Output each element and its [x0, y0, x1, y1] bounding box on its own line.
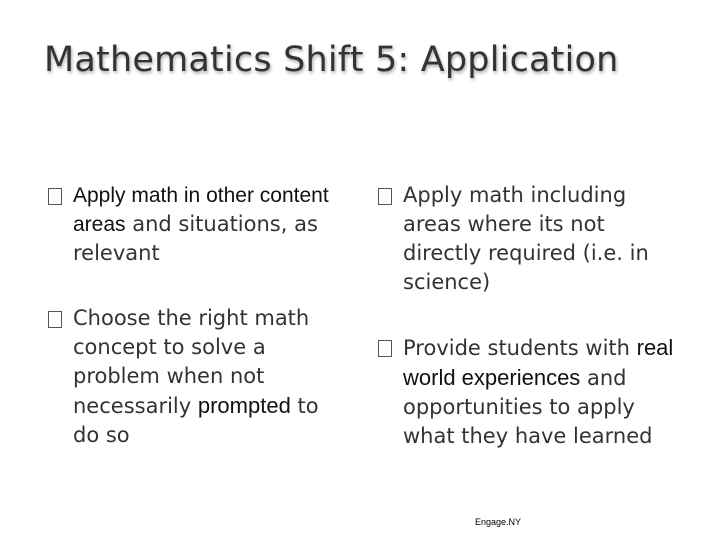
- teacher-bullet-list: [378, 181, 688, 451]
- bullet-text-end: to do so: [73, 394, 319, 447]
- students-bullet-choose: [48, 304, 348, 450]
- students-column-header: [50, 128, 356, 168]
- bullet-emphasis: prompted: [197, 393, 291, 418]
- bullet-text: Apply math including areas where its not directly required (i.e. in science): [403, 183, 649, 294]
- teacher-column-header: [380, 128, 676, 168]
- bullet-text-end: and opportunities to apply what they have learned: [403, 366, 653, 448]
- slide-title: Mathematics Shift 5: Application: [44, 40, 619, 80]
- bullet-lead-word: Apply: [73, 184, 126, 207]
- students-bullet-apply: [48, 181, 348, 268]
- students-column-header-label: What the Students Does…: [50, 129, 341, 154]
- teacher-bullet-apply: [378, 181, 688, 297]
- students-bullet-list: [48, 181, 348, 450]
- footer-source: Engage.NY: [475, 517, 522, 527]
- bullet-text: Choose the right math concept to solve a problem when not necessarily: [73, 306, 310, 418]
- teacher-bullet-provide: [378, 333, 688, 451]
- bullet-text: Provide students with: [403, 336, 637, 360]
- bullet-emphasis: real world experiences: [403, 335, 674, 390]
- bullet-box-icon: [378, 188, 392, 205]
- bullet-box-icon: [48, 188, 62, 205]
- bullet-emphasis: math in other content areas: [73, 184, 329, 236]
- bullet-box-icon: [378, 340, 392, 357]
- bullet-box-icon: [48, 311, 62, 328]
- teacher-column-header-label: What the Teacher Does…: [380, 129, 658, 154]
- bullet-text: and situations, as relevant: [73, 212, 318, 265]
